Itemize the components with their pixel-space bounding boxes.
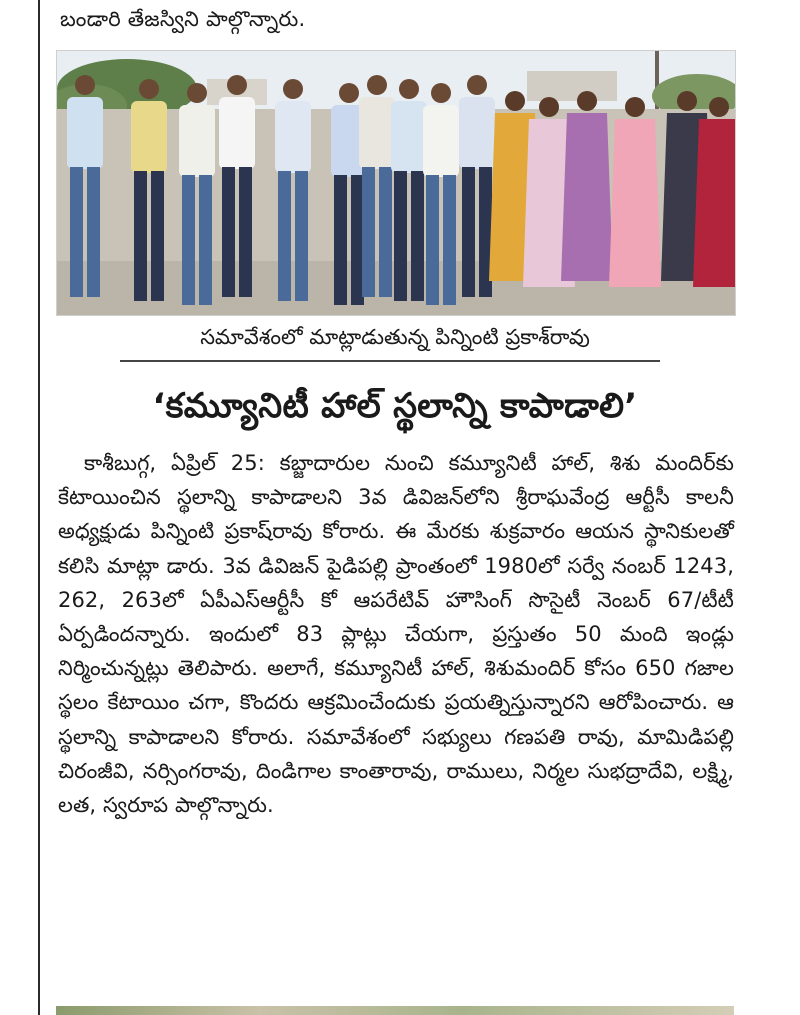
- person-leg: [239, 167, 252, 297]
- person-leg: [411, 171, 424, 301]
- person-head: [431, 83, 451, 103]
- person-head: [339, 83, 359, 103]
- person-head: [577, 91, 597, 111]
- person-leg: [426, 175, 439, 305]
- person-shirt: [459, 97, 495, 169]
- person-leg: [151, 171, 164, 301]
- person-leg: [87, 167, 100, 297]
- person-leg: [199, 175, 212, 305]
- person-shirt: [131, 101, 167, 173]
- person-leg: [362, 167, 375, 297]
- person-shirt: [219, 97, 255, 169]
- person-leg: [295, 171, 308, 301]
- person-shirt: [391, 101, 427, 173]
- person-shirt: [179, 105, 215, 177]
- person-shirt: [275, 101, 311, 173]
- person-head: [505, 91, 525, 111]
- photo-caption: సమావేశంలో మాట్లాడుతున్న పిన్నింటి ప్రకాశ్‌రావు: [200, 325, 590, 349]
- person-shirt: [359, 97, 395, 169]
- news-photo: [56, 50, 736, 316]
- person-head: [139, 79, 159, 99]
- person-leg: [70, 167, 83, 297]
- column-divider: [38, 0, 40, 1015]
- person-saree: [693, 119, 735, 287]
- person-leg: [443, 175, 456, 305]
- person-head: [367, 75, 387, 95]
- person-leg: [134, 171, 147, 301]
- next-photo-edge: [56, 1006, 734, 1015]
- person-shirt: [423, 105, 459, 177]
- person-saree: [561, 113, 613, 281]
- person-head: [283, 79, 303, 99]
- person-leg: [462, 167, 475, 297]
- person-head: [539, 97, 559, 117]
- person-leg: [222, 167, 235, 297]
- person-head: [399, 79, 419, 99]
- person-leg: [379, 167, 392, 297]
- person-leg: [278, 171, 291, 301]
- building-2: [527, 71, 617, 101]
- person-leg: [394, 171, 407, 301]
- person-head: [677, 91, 697, 111]
- person-head: [467, 75, 487, 95]
- person-head: [709, 97, 729, 117]
- person-head: [75, 75, 95, 95]
- person-leg: [182, 175, 195, 305]
- person-head: [187, 83, 207, 103]
- person-head: [227, 75, 247, 95]
- person-leg: [334, 175, 347, 305]
- group-photo-illustration: [57, 51, 735, 315]
- person-saree: [609, 119, 661, 287]
- article-body: కాశీబుగ్గ, ఏప్రిల్ 25: కబ్జాదారుల నుంచి కమ్యూనిటీ హాల్, శిశు మందిర్‌కు కేటాయించిన స్థలాన్ని కాపాడాలని 3వ డివిజన్‌లోని శ్రీరాఘవేంద్ర ఆర్టీసీ కాలనీ అధ్యక్షుడు పిన్నింటి ప్రకాష్‌రావు కోరారు. ఈ మేరకు శుక్రవారం ఆయన స్థానికులతో కలిసి మాట్లా డారు. 3వ డివిజన్ పైడిపల్లి ప్రాంతంలో 1980లో సర్వే నంబర్ 1243, 262, 263లో ఏపీఎస్ఆర్టీసీ కో ఆపరేటివ్ హౌసింగ్ సొసైటీ నెంబర్ 67/టీటీ ఏర్పడిందన్నారు. ఇందులో 83 ప్లాట్లు చేయగా, ప్రస్తుతం 50 మంది ఇండ్లు నిర్మించున్నట్లు తెలిపారు. అలాగే, కమ్యూనిటీ హాల్, శిశుమందిర్ కోసం 650 గజాల స్థలం కేటాయిం చగా, కొందరు ఆక్రమించేందుకు ప్రయత్నిస్తున్నారని ఆరోపించారు. ఆ స్థలాన్ని కాపాడాలని కోరారు. సమావేశంలో సభ్యులు గణపతి రావు, మామిడిపల్లి చిరంజీవి, నర్సింగరావు, దిండిగాల కాంతారావు, రాములు, నిర్మల సుభద్రాదేవి, లక్ష్మి, లత, స్వరూప పాల్గొన్నారు.: [58, 451, 734, 818]
- person-head: [625, 97, 645, 117]
- caption-rule: [120, 360, 660, 362]
- person-shirt: [67, 97, 103, 169]
- article-headline: ‘కమ్యూనిటీ హాల్ స్థలాన్ని కాపాడాలి’: [152, 386, 638, 426]
- previous-article-last-line: బండారి తేజస్విని పాల్గొన్నారు.: [60, 7, 306, 31]
